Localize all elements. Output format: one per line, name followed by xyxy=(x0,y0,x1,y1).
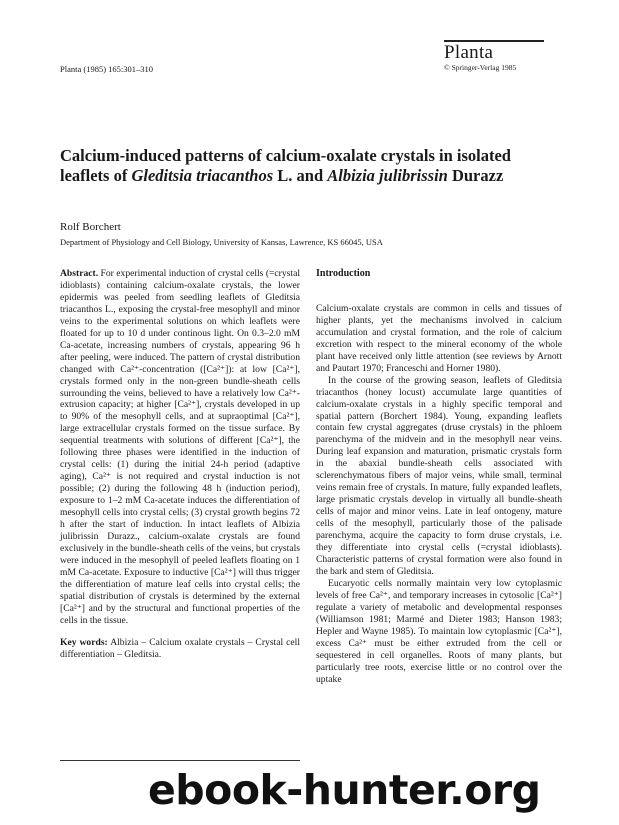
journal-name: Planta xyxy=(444,42,494,63)
title-part-1: Calcium-induced patterns of calcium-oxalate crystals in isolated leaflets of xyxy=(60,146,511,185)
copyright-notice: © Springer-Verlag 1985 xyxy=(444,63,517,72)
journal-citation: Planta (1985) 165:301–310 xyxy=(60,64,154,74)
article-title xyxy=(60,146,540,185)
title-species-1: Gleditsia triacanthos xyxy=(131,165,274,185)
journal-brand xyxy=(424,40,544,72)
section-heading: Introduction xyxy=(316,268,371,279)
title-part-3: Durazz xyxy=(447,165,504,185)
right-column xyxy=(316,268,562,685)
title-species-2: Albizia julibrissin xyxy=(327,165,448,185)
keywords-text: Albizia – Calcium oxalate crystals – Crystal cell differentiation – Gleditsia. xyxy=(60,636,300,660)
keywords-label: Key words: xyxy=(60,636,108,648)
footnote-rule xyxy=(60,760,300,761)
intro-paragraph-2: In the course of the growing season, leaflets of Gleditsia triacanthos (honey locust) accumulate large quantities of calcium-oxalate crystals in a highly specific temporal and spatial pattern (Borchert 1984). Young, expanding leaflets contain few crystal aggregates (druse crystals) in the phloem parenchyma of the midvein and in the mesophyll near veins. During leaf expansion and maturation, prismatic crystals form in the abaxial bundle-sheath cells associated with sclerenchymatous fibers of major veins, while small, terminal veins remain free of crystals. In mature, fully expanded leaflets, large prismatic crystals develop in virtually all bundle-sheath cells of major and minor veins. Late in leaf ontogeny, mature cells of the mesophyll, particularly those of the palisade parenchyma, acquire the capacity to form druse crystals, i.e. they differentiate into crystal cells (=crystal idioblasts). Characteristic patterns of crystal formation were also found in the bark and stem of Gleditsia. xyxy=(316,374,562,577)
intro-paragraph-3: Eucaryotic cells normally maintain very low cytoplasmic levels of free Ca²⁺, and temporary increases in cytosolic [Ca²⁺] regulate a variety of metabolic and developmental responses (Williamson 1981; Marmé and Dieter 1983; Hanson 1983; Hepler and Wayne 1985). To maintain low cytoplasmic [Ca²⁺], excess Ca²⁺ must be either extruded from the cell or sequestered in cell organelles. Roots of many plants, but particularly tree roots, exercise little or no control over the uptake xyxy=(316,577,562,685)
abstract-text: For experimental induction of crystal cells (=crystal idioblasts) containing calcium-oxalate crystals, the lower epidermis was peeled from seedling leaflets of Gleditsia triacanthos L., exposing the crystal-free mesophyll and minor veins to the experimental solutions on which leaflets were floated for up to 10 d under continous light. On 0.3–2.0 mM Ca-acetate, increasing numbers of crystals, appearing 96 h after peeling, were induced. The pattern of crystal distribution changed with Ca²⁺-concentration ([Ca²⁺]): at low [Ca²⁺], crystals formed only in the non-green bundle-sheath cells surrounding the veins, believed to have a relatively low Ca²⁺-extrusion capacity; at higher [Ca²⁺], crystals developed in up to 90% of the mesophyll cells, and at supraoptimal [Ca²⁺], large extracellular crystals formed on the tissue surface. By sequential treatments with solutions of different [Ca²⁺], the following three phases were identified in the induction of crystal cells: (1) during the initial 24-h period (adaptive aging), Ca²⁺ is not required and crystal induction is not possible; (2) during the following 48 h (induction period), exposure to 1–2 mM Ca-acetate induces the differentiation of mesophyll cells into crystal cells; (3) crystal growth begins 72 h after the start of induction. In intact leaflets of Albizia julibrissin Durazz., calcium-oxalate crystals are found exclusively in the bundle-sheath cells of the veins, but crystals were induced in the mesophyll of peeled leaflets floating on 1 mM Ca-acetate. Exposure to inductive [Ca²⁺] will thus trigger the differentiation of mature leaf cells into crystal cells; the spatial distribution of crystals is determined by the external [Ca²⁺] and by the structural and functional properties of the cells in the tissue. xyxy=(60,268,300,626)
watermark-text: ebook-hunter.org xyxy=(148,766,541,814)
author-name: Rolf Borchert xyxy=(60,221,121,233)
abstract-label: Abstract. xyxy=(60,268,99,279)
intro-paragraph-1: Calcium-oxalate crystals are common in cells and tissues of higher plants, yet the mechanisms involved in calcium accumulation and crystal formation, and the role of calcium excretion with respect to the mineral economy of the whole plant have received only little attention (see reviews by Arnott and Pautart 1970; Franceschi and Horner 1980). xyxy=(316,302,562,374)
title-part-2: L. and xyxy=(273,165,328,185)
abstract xyxy=(60,268,300,627)
keywords xyxy=(60,637,300,661)
left-column xyxy=(60,268,300,661)
author-affiliation: Department of Physiology and Cell Biology, University of Kansas, Lawrence, KS 66045, USA xyxy=(60,237,383,247)
